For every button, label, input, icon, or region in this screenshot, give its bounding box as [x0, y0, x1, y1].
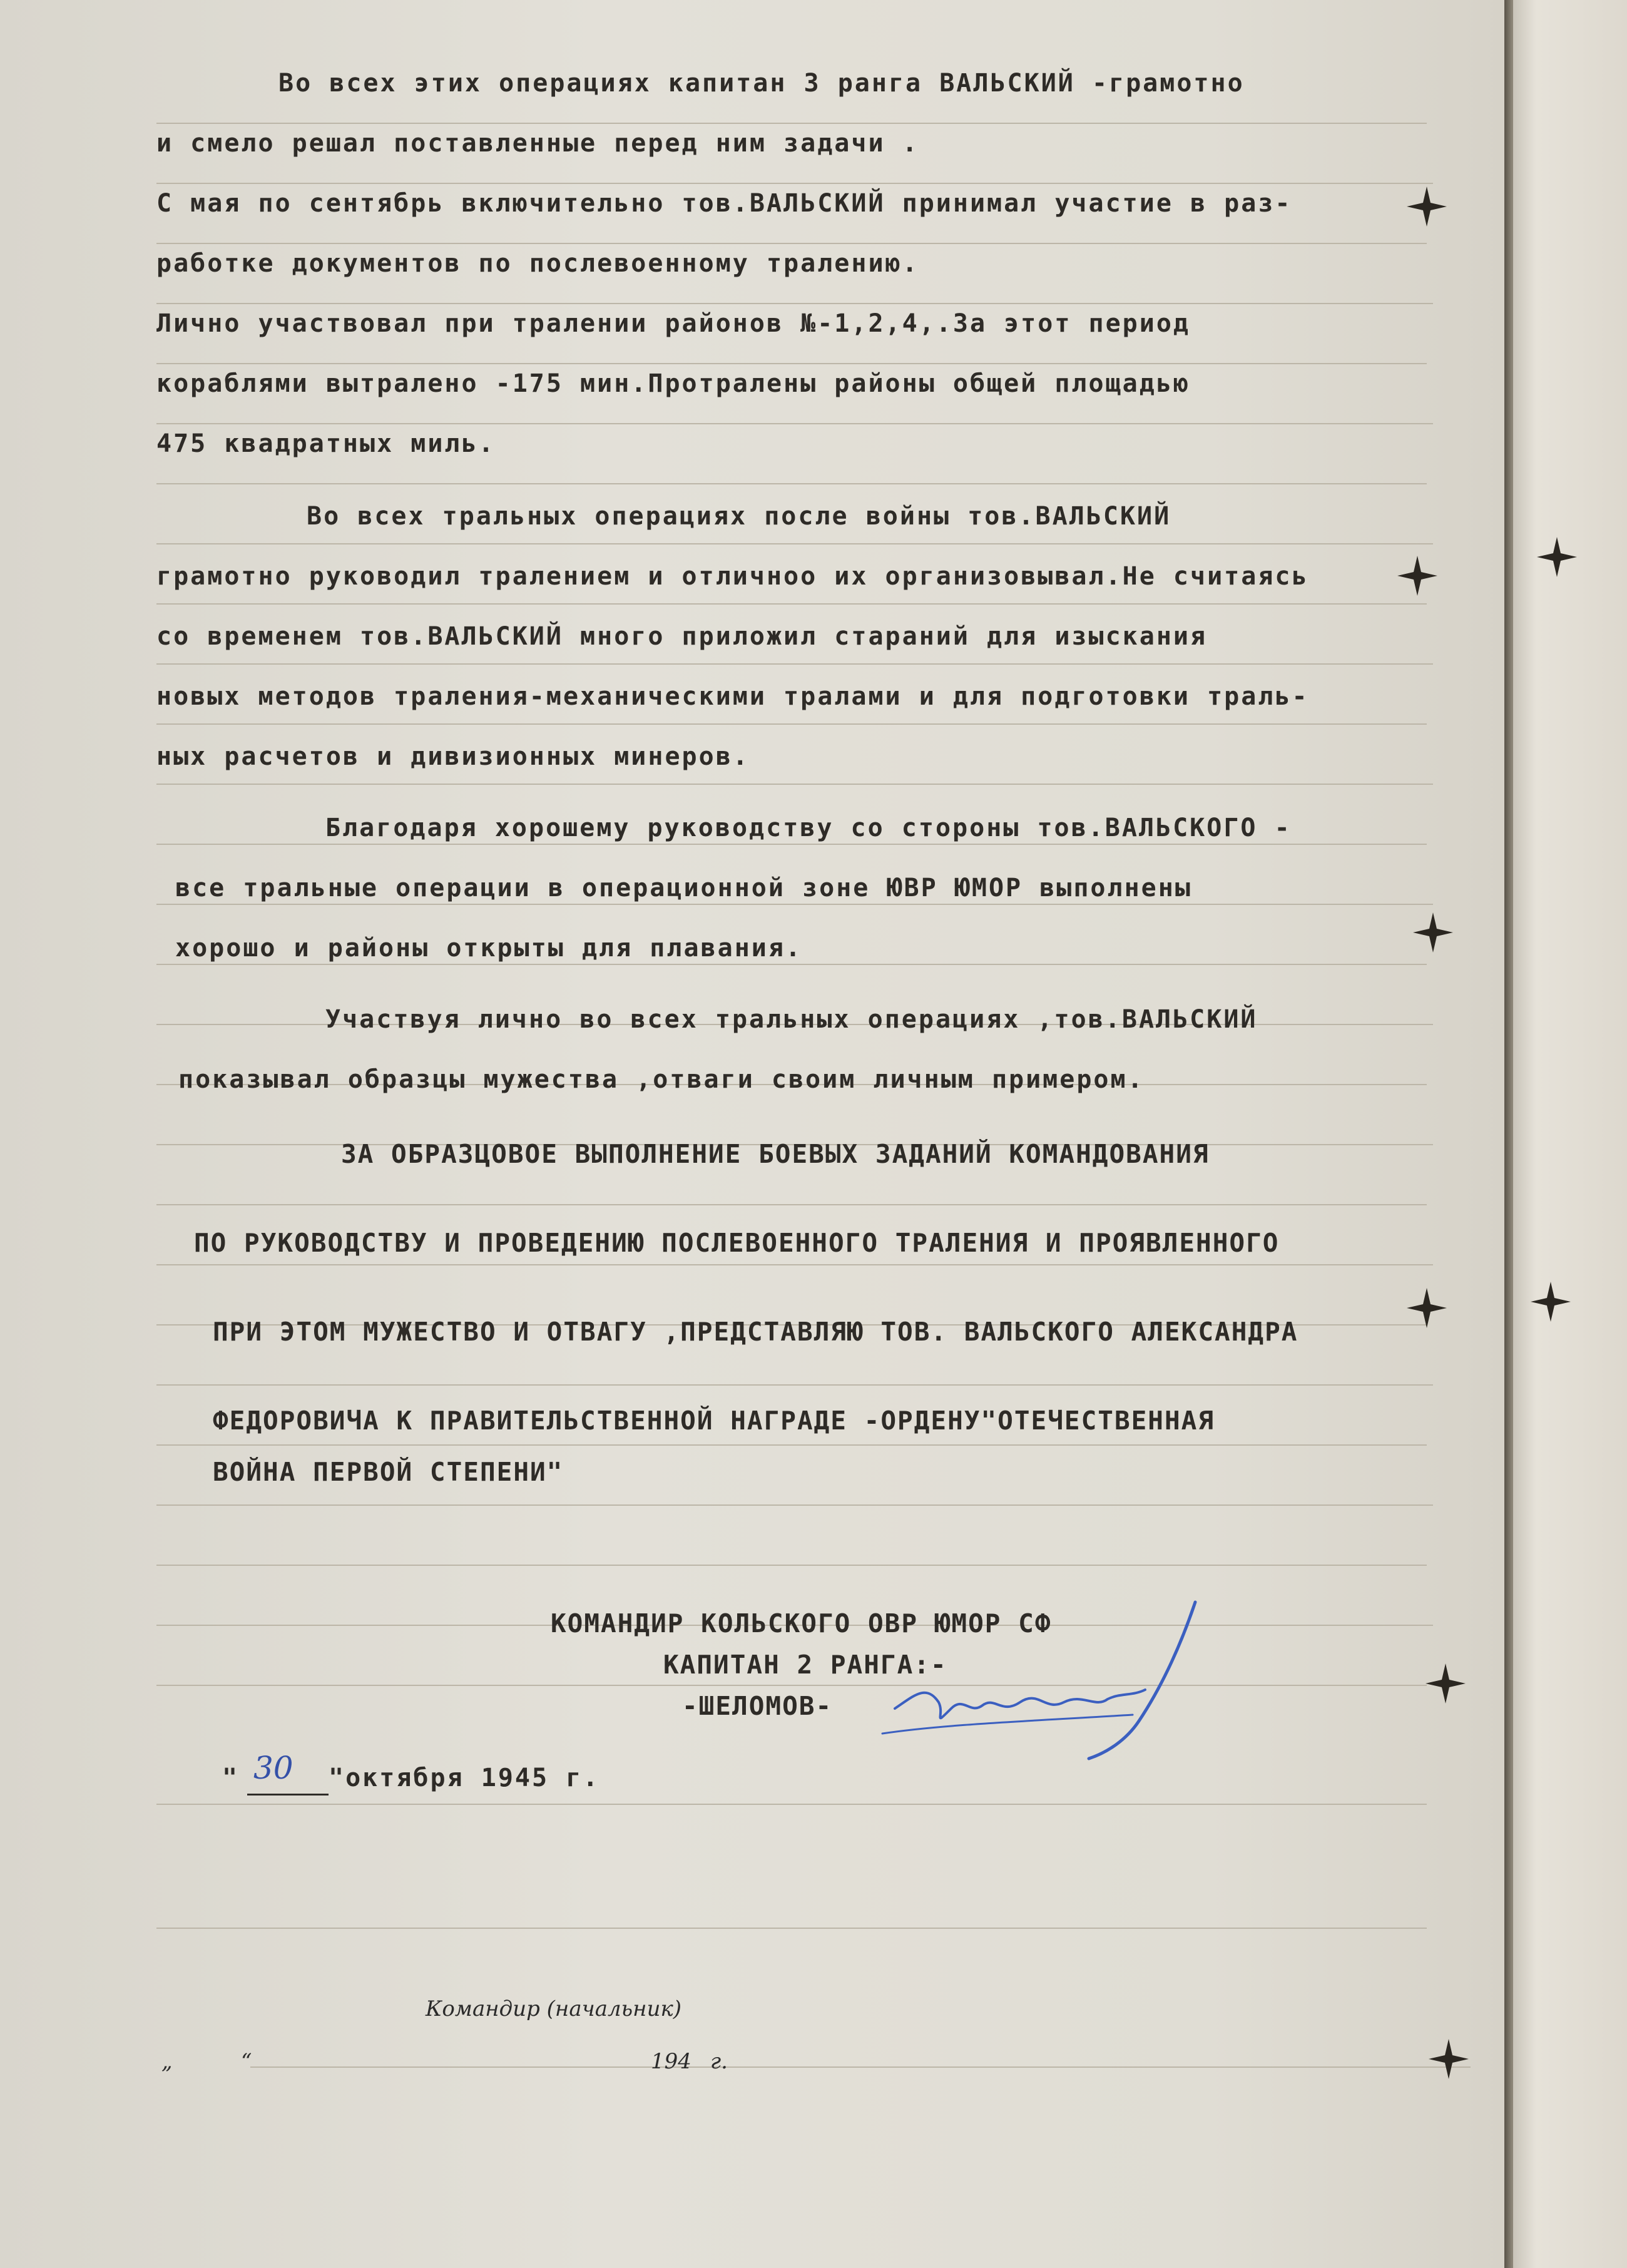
- punch-hole-icon: [1526, 1277, 1576, 1327]
- typed-line: показывал образцы мужества ,отваги своим личным примером.: [178, 1065, 1145, 1094]
- typed-line: грамотно руководил тралением и отличноо их организовывал.Не считаясь: [156, 562, 1309, 591]
- typed-line: ЗА ОБРАЗЦОВОЕ ВЫПОЛНЕНИЕ БОЕВЫХ ЗАДАНИЙ КОМАНДОВАНИЯ: [341, 1139, 1210, 1169]
- typed-line: ПО РУКОВОДСТВУ И ПРОВЕДЕНИЮ ПОСЛЕВОЕННОГО ТРАЛЕНИЯ И ПРОЯВЛЕННОГО: [194, 1228, 1280, 1258]
- form-rule: [156, 1928, 1427, 1929]
- typed-line: работке документов по послевоенному тралению.: [156, 249, 919, 278]
- date-rest: "октября 1945 г.: [329, 1764, 600, 1792]
- typed-line: С мая по сентябрь включительно тов.ВАЛЬСКИЙ принимал участие в раз-: [156, 189, 1292, 218]
- punch-hole-icon: [1420, 1658, 1471, 1709]
- typed-line: ных расчетов и дивизионных минеров.: [156, 742, 750, 771]
- form-rule: [156, 904, 1433, 905]
- typed-line: со временем тов.ВАЛЬСКИЙ много приложил стараний для изыскания: [156, 622, 1208, 651]
- date-day-handwritten: 30: [253, 1750, 293, 1786]
- form-rule: [156, 183, 1433, 184]
- adjacent-page-edge: [1513, 0, 1627, 2268]
- form-rule: [156, 363, 1427, 364]
- form-rule: [156, 1504, 1433, 1506]
- signer-name: -ШЕЛОМОВ-: [682, 1691, 833, 1721]
- form-rule: [156, 663, 1433, 665]
- form-rule: [156, 844, 1427, 845]
- form-rule: [156, 1804, 1427, 1805]
- form-rule: [156, 1444, 1427, 1446]
- typed-line: кораблями вытралено -175 мин.Протралены районы общей площадью: [156, 369, 1191, 398]
- form-rule: [156, 603, 1427, 605]
- form-year-suffix: г.: [710, 2049, 728, 2074]
- signer-rank: КАПИТАН 2 РАНГА:-: [663, 1650, 947, 1680]
- form-rule: [156, 243, 1427, 244]
- typed-line: Благодаря хорошему руководству со стороны тов.ВАЛЬСКОГО -: [325, 814, 1292, 842]
- handwritten-signature: [870, 1590, 1220, 1790]
- typed-line: и смело решал поставленные перед ним задачи .: [156, 129, 919, 158]
- form-rule: [156, 1204, 1427, 1205]
- form-rule: [156, 1565, 1427, 1566]
- typed-line: Лично участвовал при тралении районов №-1,2,4,.За этот период: [156, 309, 1191, 338]
- typed-line: хорошо и районы открыты для плавания.: [175, 934, 803, 963]
- form-rule: [156, 423, 1433, 424]
- punch-hole-icon: [1532, 532, 1582, 582]
- form-rule: [156, 1264, 1433, 1265]
- punch-hole-icon: [1408, 907, 1458, 958]
- punch-hole-icon: [1392, 551, 1442, 601]
- form-rule: [156, 1384, 1433, 1386]
- punch-hole-icon: [1402, 1283, 1452, 1333]
- form-rule: [156, 784, 1433, 785]
- form-date-open: „: [161, 2049, 173, 2074]
- typed-line: ФЕДОРОВИЧА К ПРАВИТЕЛЬСТВЕННОЙ НАГРАДЕ -ОРДЕНУ"ОТЕЧЕСТВЕННАЯ: [213, 1406, 1215, 1436]
- typed-line: ПРИ ЭТОМ МУЖЕСТВО И ОТВАГУ ,ПРЕДСТАВЛЯЮ ТОВ. ВАЛЬСКОГО АЛЕКСАНДРА: [213, 1317, 1298, 1347]
- form-date-quote: “: [241, 2049, 252, 2074]
- form-year-template: 194: [651, 2049, 691, 2074]
- form-rule: [156, 964, 1427, 965]
- form-rule: [156, 483, 1427, 484]
- form-rule: [156, 723, 1427, 725]
- signer-unit: КОМАНДИР КОЛЬСКОГО ОВР ЮМОР СФ: [551, 1608, 1052, 1638]
- typed-line: Во всех тральных операциях после войны тов.ВАЛЬСКИЙ: [307, 502, 1171, 531]
- form-rule: [156, 303, 1433, 304]
- typed-line: все тральные операции в операционной зоне ЮВР ЮМОР выполнены: [175, 874, 1192, 902]
- typed-line: Во всех этих операциях капитан 3 ранга ВАЛЬСКИЙ -грамотно: [278, 69, 1245, 98]
- typed-line: 475 квадратных миль.: [156, 429, 496, 458]
- punch-hole-icon: [1402, 181, 1452, 232]
- form-rule: [156, 543, 1433, 544]
- form-rule: [156, 1685, 1427, 1686]
- date-underline: [247, 1794, 329, 1796]
- commander-label: Командир (начальник): [426, 1996, 682, 2021]
- punch-hole-icon: [1424, 2034, 1474, 2084]
- typed-line: новых методов траления-механическими тралами и для подготовки траль-: [156, 682, 1309, 711]
- form-rule: [156, 123, 1427, 124]
- typed-line: ВОЙНА ПЕРВОЙ СТЕПЕНИ": [213, 1457, 564, 1487]
- typed-line: Участвуя лично во всех тральных операциях ,тов.ВАЛЬСКИЙ: [325, 1005, 1258, 1034]
- form-rule: [250, 2066, 1471, 2068]
- date-open-quote: ": [222, 1764, 240, 1792]
